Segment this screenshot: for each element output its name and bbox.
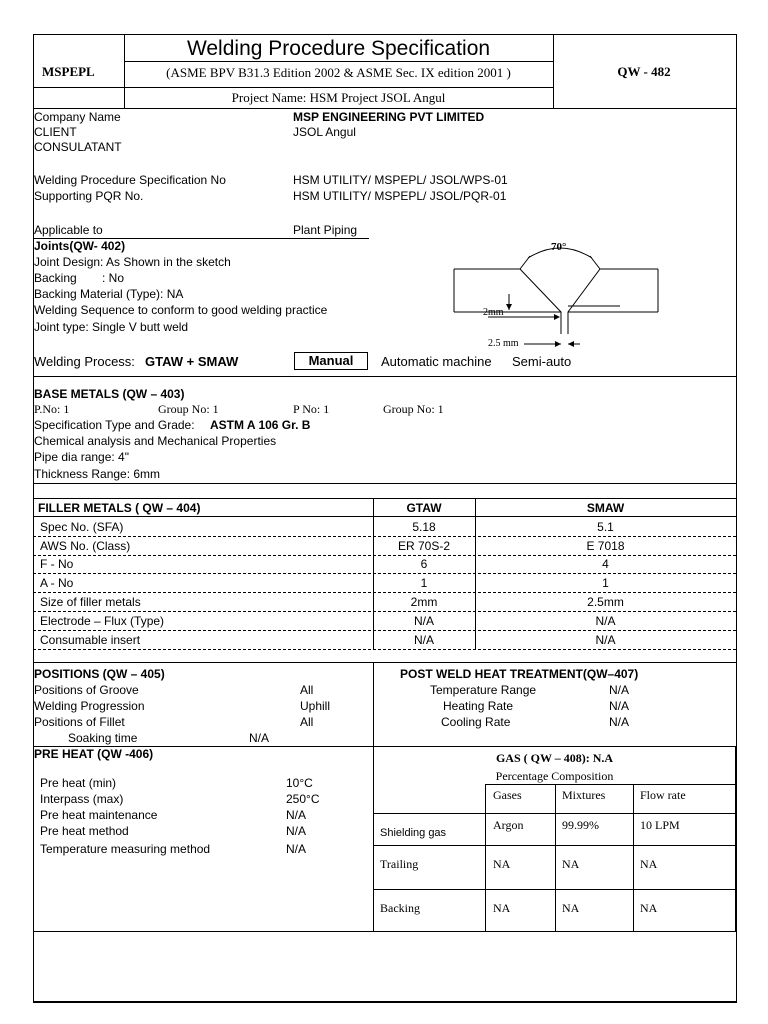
gas-row-gases: NA: [493, 901, 511, 915]
filler-row-gtaw: N/A: [413, 614, 434, 628]
pipe-dia-range: Pipe dia range: 4": [34, 450, 129, 464]
filler-row-label: F - No: [40, 557, 74, 571]
gas-vline-1: [485, 784, 486, 931]
manual-option: Manual: [294, 352, 368, 370]
filler-top-line: [33, 498, 736, 499]
filler-row-smaw: 5.1: [597, 520, 614, 534]
filler-row-label: Spec No. (SFA): [40, 520, 124, 534]
joints-heading: Joints(QW- 402): [34, 239, 126, 253]
sketch-root-face-label: 2mm: [483, 307, 504, 318]
filler-heading: FILLER METALS ( QW – 404): [38, 501, 201, 515]
process-divider: [33, 376, 736, 377]
soaking-label: Soaking time: [68, 731, 138, 745]
wps-value: HSM UTILITY/ MSPEPL/ JSOL/WPS-01: [293, 173, 508, 187]
backing-value: : No: [102, 271, 125, 285]
gas-col-gases: Gases: [493, 788, 522, 802]
chemical-analysis: Chemical analysis and Mechanical Properties: [34, 434, 277, 448]
filler-row-divider: [33, 630, 736, 631]
filler-row-divider: [33, 611, 736, 612]
filler-row-smaw: E 7018: [586, 539, 625, 553]
gas-row-mixtures: NA: [562, 857, 580, 871]
process-label: Welding Process:: [34, 354, 135, 369]
maintenance-label: Pre heat maintenance: [40, 808, 158, 822]
maintenance-value: N/A: [286, 808, 307, 822]
client-label: CLIENT: [34, 125, 77, 139]
filler-row-label: Electrode – Flux (Type): [40, 614, 165, 628]
pno-1: P.No: 1: [34, 402, 70, 416]
joint-design: Joint Design: As Shown in the sketch: [34, 255, 231, 269]
gas-row-flow: 10 LPM: [640, 818, 680, 832]
progression-value: Uphill: [300, 699, 331, 713]
applicable-value: Plant Piping: [293, 223, 358, 237]
sketch-root-gap-label: 2.5 mm: [488, 338, 519, 349]
soaking-value: N/A: [249, 731, 270, 745]
company-value: MSP ENGINEERING PVT LIMITED: [293, 110, 485, 124]
progression-label: Welding Progression: [34, 699, 145, 713]
gas-row-flow: NA: [640, 857, 658, 871]
preheat-min-label: Pre heat (min): [40, 776, 117, 790]
temp-method-value: N/A: [286, 842, 307, 856]
gas-col-mixtures: Mixtures: [562, 788, 606, 802]
applicable-label: Applicable to: [34, 223, 103, 237]
interpass-value: 250°C: [286, 792, 320, 806]
base-metals-divider: [33, 483, 736, 484]
pwht-cooling-label: Cooling Rate: [441, 715, 511, 729]
project-name: Project Name: HSM Project JSOL Angul: [231, 90, 446, 105]
gas-row-mixtures: NA: [562, 901, 580, 915]
sketch-angle-label: 70°: [551, 241, 567, 253]
filler-col-smaw: SMAW: [586, 501, 625, 515]
filler-row-gtaw: ER 70S-2: [397, 539, 451, 553]
gas-composition: Percentage Composition: [495, 769, 614, 783]
gas-vline-right: [735, 746, 736, 931]
positions-vline: [373, 662, 374, 932]
client-value: JSOL Angul: [293, 125, 356, 139]
filler-row-gtaw: N/A: [413, 633, 434, 647]
positions-top-line: [33, 662, 736, 663]
spec-value: ASTM A 106 Gr. B: [210, 418, 311, 432]
filler-row-label: Consumable insert: [40, 633, 141, 647]
joint-sketch-diagram: [440, 238, 670, 353]
company-label: Company Name: [34, 110, 121, 124]
gas-row-label: Backing: [380, 901, 420, 915]
pwht-cooling-value: N/A: [609, 715, 630, 729]
gas-bottom-line: [33, 931, 736, 932]
group-no-2: Group No: 1: [383, 402, 444, 416]
backing-label: Backing: [34, 271, 77, 285]
title-divider: [124, 61, 553, 62]
pqr-value: HSM UTILITY/ MSPEPL/ JSOL/PQR-01: [293, 189, 507, 203]
welding-sequence: Welding Sequence to conform to good welding practice: [34, 303, 328, 317]
filler-row-smaw: N/A: [595, 633, 616, 647]
document-title: Welding Procedure Specification: [186, 37, 491, 60]
filler-row-label: Size of filler metals: [40, 595, 141, 609]
interpass-label: Interpass (max): [40, 792, 124, 806]
filler-row-divider: [33, 592, 736, 593]
filler-col-gtaw: GTAW: [406, 501, 442, 515]
consultant-label: CONSULATANT: [34, 140, 122, 154]
positions-heading: POSITIONS (QW – 405): [34, 667, 165, 681]
filler-row-gtaw: 5.18: [412, 520, 436, 534]
groove-label: Positions of Groove: [34, 683, 139, 697]
thickness-range: Thickness Range: 6mm: [34, 467, 161, 481]
gas-heading: GAS ( QW – 408): N.A: [495, 751, 614, 765]
pno-2: P No: 1: [293, 402, 330, 416]
filler-row-label: AWS No. (Class): [40, 539, 131, 553]
pwht-temp-value: N/A: [609, 683, 630, 697]
filler-row-divider: [33, 536, 736, 537]
spec-label: Specification Type and Grade:: [34, 418, 195, 432]
gas-composition-line: [485, 784, 736, 785]
gas-vline-2: [555, 784, 556, 931]
header-bottom-line: [33, 108, 736, 109]
filler-row-label: A - No: [40, 576, 74, 590]
pwht-heating-value: N/A: [609, 699, 630, 713]
fillet-value: All: [300, 715, 314, 729]
group-no-1: Group No: 1: [158, 402, 219, 416]
gas-row-flow: NA: [640, 901, 658, 915]
pwht-heating-label: Heating Rate: [443, 699, 514, 713]
preheat-heading: PRE HEAT (QW -406): [34, 747, 154, 761]
filler-row-smaw: N/A: [595, 614, 616, 628]
document-subtitle: (ASME BPV B31.3 Edition 2002 & ASME Sec. IX edition 2001 ): [166, 65, 511, 80]
filler-row-smaw: 4: [602, 557, 609, 571]
filler-bottom-line: [33, 649, 736, 650]
base-metals-heading: BASE METALS (QW – 403): [34, 387, 185, 401]
temp-method-label: Temperature measuring method: [40, 842, 211, 856]
preheat-min-value: 10°C: [286, 776, 313, 790]
method-value: N/A: [286, 824, 307, 838]
semi-auto-option: Semi-auto: [512, 354, 572, 369]
gas-col-flow: Flow rate: [640, 788, 686, 802]
filler-row-divider: [33, 555, 736, 556]
gas-row-label: Shielding gas: [380, 827, 447, 839]
fillet-label: Positions of Fillet: [34, 715, 125, 729]
joint-type: Joint type: Single V butt weld: [34, 320, 189, 334]
gas-row-mixtures: 99.99%: [562, 818, 599, 832]
filler-row-gtaw: 6: [420, 557, 428, 571]
backing-material: Backing Material (Type): NA: [34, 287, 184, 301]
header-divider: [33, 87, 553, 88]
filler-row-smaw: 1: [602, 576, 609, 590]
filler-row-smaw: 2.5mm: [587, 595, 624, 609]
company-code: MSPEPL: [42, 64, 95, 79]
groove-value: All: [300, 683, 314, 697]
gas-vline-3: [633, 784, 634, 931]
process-value: GTAW + SMAW: [145, 354, 239, 369]
gas-row-gases: Argon: [493, 818, 524, 832]
gas-row-gases: NA: [493, 857, 511, 871]
gas-row-label: Trailing: [380, 857, 419, 871]
method-label: Pre heat method: [40, 824, 129, 838]
filler-row-gtaw: 1: [420, 576, 428, 590]
filler-row-divider: [33, 573, 736, 574]
automatic-option: Automatic machine: [381, 354, 492, 369]
pwht-heading: POST WELD HEAT TREATMENT(QW–407): [400, 667, 639, 681]
filler-header-line: [33, 516, 736, 517]
form-code: QW - 482: [617, 64, 671, 79]
filler-row-gtaw: 2mm: [410, 595, 438, 609]
pqr-label: Supporting PQR No.: [34, 189, 144, 203]
pwht-temp-label: Temperature Range: [430, 683, 537, 697]
wps-label: Welding Procedure Specification No: [34, 173, 226, 187]
